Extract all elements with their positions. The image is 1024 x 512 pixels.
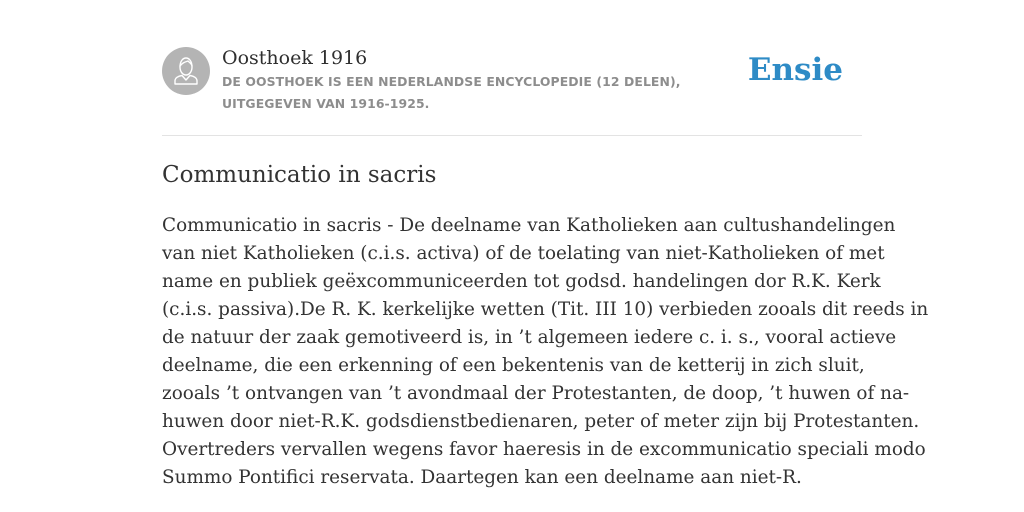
brand-logo[interactable]: Ensie xyxy=(747,52,843,88)
source-header xyxy=(162,44,862,136)
article-title: Communicatio in sacris xyxy=(162,162,437,188)
article-line: van niet Katholieken (c.i.s. activa) of de toelating van niet-Katholieken of met xyxy=(162,243,885,264)
source-description: DE OOSTHOEK IS EEN NEDERLANDSE ENCYCLOPEDIE (12 DELEN), UITGEGEVEN VAN 1916-1925. xyxy=(222,74,681,111)
avatar[interactable] xyxy=(162,47,210,95)
article-body xyxy=(162,212,929,492)
article-line: huwen door niet-R.K. godsdienstbedienaren, peter of meter zijn bij Protestanten. xyxy=(162,411,920,432)
article-line: Overtreders vervallen wegens favor haeresis in de excommunicatio speciali modo xyxy=(162,439,926,460)
user-silhouette-icon xyxy=(162,47,210,95)
article-line: de natuur der zaak gemotiveerd is, in ’t algemeen iedere c. i. s., vooral actieve xyxy=(162,327,897,348)
article-line: Communicatio in sacris - De deelname van Katholieken aan cultushandelingen xyxy=(162,215,896,236)
source-name[interactable]: Oosthoek 1916 xyxy=(222,47,368,69)
article-line: (c.i.s. passiva).De R. K. kerkelijke wetten (Tit. III 10) verbieden zooals dit reeds in xyxy=(162,299,929,320)
article-line: zooals ’t ontvangen van ’t avondmaal der Protestanten, de doop, ’t huwen of na- xyxy=(162,383,910,404)
article-line: name en publiek geëxcommuniceerden tot godsd. handelingen dor R.K. Kerk xyxy=(162,271,881,292)
article-line: deelname, die een erkenning of een bekentenis van de ketterij in zich sluit, xyxy=(162,355,865,376)
article-line: Summo Pontifici reservata. Daartegen kan een deelname aan niet-R. xyxy=(162,467,802,488)
